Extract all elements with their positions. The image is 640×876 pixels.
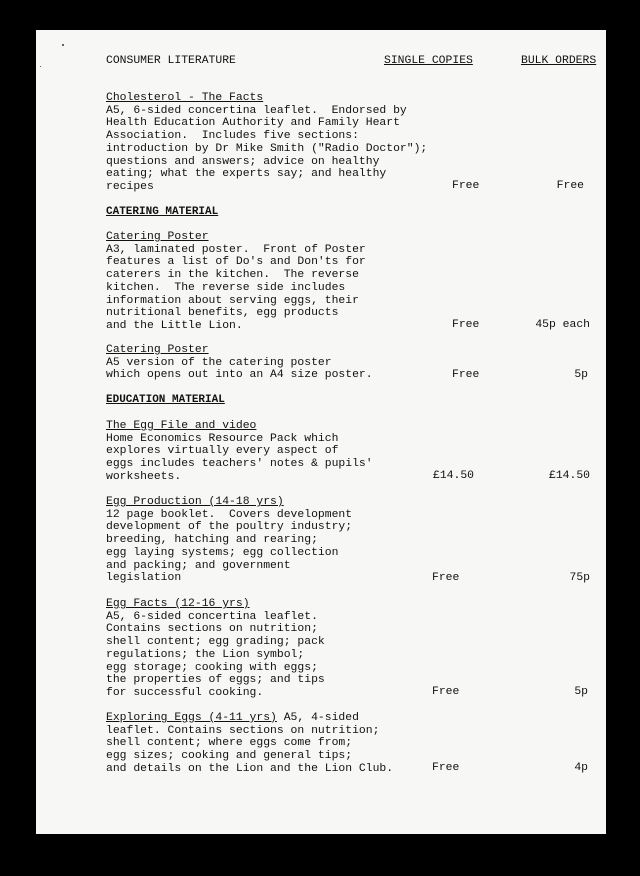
section-education-material: EDUCATION MATERIAL <box>106 394 225 406</box>
item-description: A5 version of the catering poster which opens out into an A4 size poster. <box>106 356 373 382</box>
item-block <box>106 420 373 484</box>
header-single-copies: SINGLE COPIES <box>384 55 473 67</box>
item-description: leaflet. Contains sections on nutrition; shell content; where eggs come from; egg sizes; cooking and general tips; and details on the Lion and the Lion Club. <box>106 724 394 775</box>
item-description: A5, 6-sided concertina leaflet. Endorsed by Health Education Authority and Family Heart Association. Includes five sections: introduction by Dr Mike Smith ("Radio Doctor"); questions and answers; advice on healthy eating; what the experts say; and healthy recipes <box>106 104 428 193</box>
header-bulk-orders: BULK ORDERS <box>521 55 597 67</box>
header-consumer-literature: CONSUMER LITERATURE <box>106 55 236 67</box>
price-bulk: 75p <box>569 572 590 584</box>
item-block <box>106 92 427 194</box>
item-title: The Egg File and video <box>106 420 257 432</box>
item-block <box>106 496 352 585</box>
price-single: Free <box>452 369 480 381</box>
item-title: Catering Poster <box>106 231 209 243</box>
item-block <box>106 598 325 700</box>
item-description: A3, laminated poster. Front of Poster features a list of Do's and Don'ts for caterers in the kitchen. The reverse kitchen. The reverse side includes information about serving eggs, their nutritional benefits, egg products and the Little Lion. <box>106 243 366 332</box>
item-block <box>106 344 373 382</box>
item-title: Egg Production (14-18 yrs) <box>106 496 284 508</box>
price-bulk: Free <box>556 180 584 192</box>
price-bulk: 5p <box>574 686 588 698</box>
item-description: 12 page booklet. Covers development development of the poultry industry; breeding, hatching and rearing; egg laying systems; egg collection and packing; and government legislation <box>106 508 353 585</box>
document-page <box>36 30 606 834</box>
item-title: Catering Poster <box>106 344 209 356</box>
price-single: Free <box>432 762 460 774</box>
item-block <box>106 231 366 333</box>
price-single: Free <box>452 319 480 331</box>
price-bulk: 4p <box>574 762 588 774</box>
price-bulk: £14.50 <box>548 470 590 482</box>
item-title: Egg Facts (12-16 yrs) <box>106 598 250 610</box>
item-block <box>106 712 393 776</box>
speck-mark <box>40 66 41 67</box>
price-single: Free <box>452 180 480 192</box>
price-single: Free <box>432 572 460 584</box>
section-catering-material: CATERING MATERIAL <box>106 206 219 218</box>
price-bulk: 5p <box>574 369 588 381</box>
item-title: Cholesterol - The Facts <box>106 92 264 104</box>
speck-mark <box>62 44 64 46</box>
price-bulk: 45p each <box>535 319 590 331</box>
item-description: Home Economics Resource Pack which explores virtually every aspect of eggs includes teachers' notes & pupils' worksheets. <box>106 432 373 483</box>
price-single: Free <box>432 686 460 698</box>
item-description: A5, 6-sided concertina leaflet. Contains sections on nutrition; shell content; egg grading; pack regulations; the Lion symbol; egg storage; cooking with eggs; the properties of eggs; and tips for successful cooking. <box>106 610 325 699</box>
price-single: £14.50 <box>433 470 475 482</box>
item-title-suffix: A5, 4-sided <box>276 712 359 724</box>
item-title: Exploring Eggs (4-11 yrs) <box>106 712 277 724</box>
